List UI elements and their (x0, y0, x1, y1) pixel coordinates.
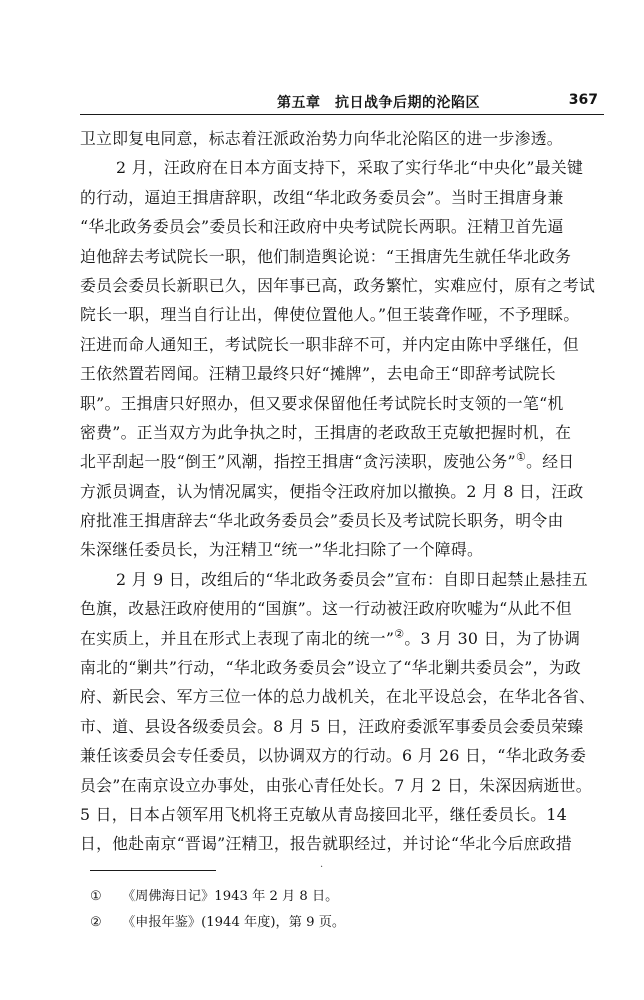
scan-speck: · (320, 862, 324, 873)
text-line: 卫立即复电同意，标志着汪派政治势力向华北沦陷区的进一步渗透。 (80, 129, 563, 148)
text-line: 汪进而命人通知王，考试院长一职非辞不可，并内定由陈中孚继任，但 (80, 334, 580, 354)
text-line (80, 624, 607, 653)
text-line (80, 447, 607, 476)
text-line: 迫他辞去考试院长一职，他们制造舆论说：“王揖唐先生就任华北政务 (80, 246, 572, 266)
footnote-text: 《周佛海日记》1943 年 2 月 8 日。 (122, 889, 339, 904)
footnote-mark: ② (90, 915, 102, 930)
text-line: 色旗，改悬汪政府使用的“国旗”。这一行动被汪政府吹嘘为“从此不但 (80, 599, 572, 619)
footnote-ref-1[interactable]: ① (515, 451, 527, 465)
text-line: 职”。王揖唐只好照办，但又要求保留他任考试院长时支领的一笔“机 (80, 393, 564, 413)
text-line: 兼任该委员会专任委员，以协调双方的行动。6 月 26 日，“华北政务委 (80, 746, 587, 766)
text-line: 密费”。正当双方为此争执之时，王揖唐的老政敌王克敏把握时机，在 (80, 422, 572, 442)
text-line: 委员会委员长新职已久，因年事已高，政务繁忙，实难应付，原有之考试 (80, 275, 596, 295)
line-text-tail: 。经日 (526, 452, 575, 472)
text-line: 院长一职，理当自行让出，俾使位置他人。”但王装聋作哑，不予理睬。 (80, 305, 580, 325)
footnote-text: 《申报年鉴》(1944 年度)，第 9 页。 (122, 915, 346, 930)
text-line: 府、新民会、军方三位一体的总力战机关，在北平设总会，在华北各省、 (80, 687, 596, 707)
body-text (80, 124, 607, 859)
text-line: 2 月，汪政府在日本方面支持下，采取了实行华北“中央化”最关键 (116, 158, 584, 178)
footnote-mark: ① (90, 889, 102, 904)
text-line: 方派员调查，认为情况属实，便指令汪政府加以撤换。2 月 8 日，汪政 (80, 481, 584, 501)
text-line: “华北政务委员会”委员长和汪政府中央考试院长两职。汪精卫首先逼 (80, 217, 564, 237)
chapter-title: 第五章 抗日战争后期的沦陷区 (277, 95, 480, 111)
text-line: 的行动，逼迫王揖唐辞职，改组“华北政务委员会”。当时王揖唐身兼 (80, 187, 564, 207)
text-line: 府批准王揖唐辞去“华北政务委员会”委员长及考试院长职务，明令由 (80, 511, 564, 531)
text-line: 5 日，日本占领军用飞机将王克敏从青岛接回北平，继任委员长。14 (80, 804, 568, 824)
text-line: 南北的“剿共”行动，“华北政务委员会”设立了“华北剿共委员会”，为政 (80, 658, 581, 678)
footnote-ref-2[interactable]: ② (394, 627, 405, 641)
footnote-2 (90, 910, 590, 936)
line-text: 北平刮起一股“倒王”风潮，指控王揖唐“贪污渎职，废弛公务” (80, 452, 516, 472)
footnotes (90, 884, 590, 936)
text-line: 2 月 9 日，改组后的“华北政务委员会”宣布：自即日起禁止悬挂五 (116, 569, 588, 589)
line-text-tail: 。3 月 30 日，为了协调 (404, 628, 581, 648)
text-line: 市、道、县设各级委员会。8 月 5 日，汪政府委派军事委员会委员荣臻 (80, 716, 584, 736)
page-number: 367 (568, 92, 598, 108)
footnote-divider (90, 870, 216, 871)
text-line: 日，他赴南京“晋谒”汪精卫，报告就职经过，并讨论“华北今后庶政措 (80, 834, 572, 854)
running-header (80, 88, 604, 115)
text-line: 朱深继任委员长，为汪精卫“统一”华北扫除了一个障碍。 (80, 540, 484, 560)
text-line: 王依然置若罔闻。汪精卫最终只好“摊牌”，去电命王“即辞考试院长 (80, 364, 556, 384)
footnote-1 (90, 884, 590, 910)
line-text: 在实质上，并且在形式上表现了南北的统一” (80, 628, 395, 648)
text-line: 员会”在南京设立办事处，由张心青任处长。7 月 2 日，朱深因病逝世。 (80, 775, 592, 795)
